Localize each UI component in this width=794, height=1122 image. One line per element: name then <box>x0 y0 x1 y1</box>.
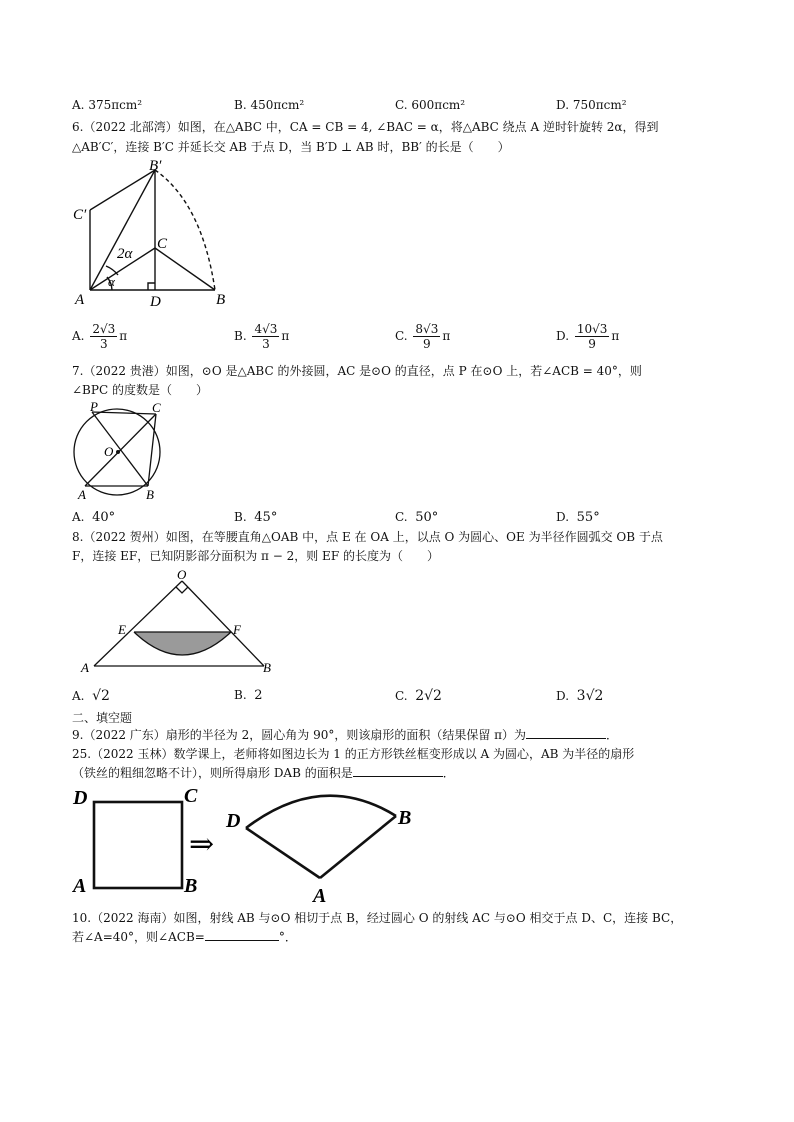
q6-label-a: A <box>75 292 85 308</box>
q25-sector-arc <box>246 796 396 828</box>
q25-stem-line2: （铁丝的粗细忽略不计），则所得扇形 DAB 的面积是 ． <box>72 766 455 780</box>
section-fill-in-heading: 二、填空题 <box>72 711 133 725</box>
q8-option-a: A. √2 <box>72 688 110 704</box>
q8-figure <box>78 566 283 678</box>
q7-option-d: D. 55° <box>556 510 600 525</box>
q6-line-ab1 <box>90 170 155 290</box>
q7-option-b: B. 45° <box>234 510 278 525</box>
q6-label-c1: C′ <box>73 207 87 223</box>
q25-sector-radius-ad <box>246 828 320 878</box>
q25-sector-label-b: B <box>398 807 412 829</box>
q5-option-d: D. 750πcm² <box>556 98 627 112</box>
q8-label-a: A <box>81 660 89 675</box>
q6-label-b1: B′ <box>149 158 162 174</box>
q9-answer-blank[interactable] <box>526 738 606 739</box>
q7-figure <box>70 398 170 506</box>
q8-stem-line2: F，连接 EF，已知阴影部分面积为 π − 2，则 EF 的长度为（ ） <box>72 549 439 563</box>
q7-center-dot <box>116 450 120 454</box>
q25-square-label-b: B <box>184 875 198 897</box>
q7-option-c: C. 50° <box>395 510 439 525</box>
q8-stem-line1: 8.（2022 贺州）如图，在等腰直角△OAB 中，点 E 在 OA 上，以点 O 为圆心、OE 为半径作圆弧交 OB 于点 <box>72 530 663 544</box>
q6-stem-line2: △AB′C′，连接 B′C 并延长交 AB 于点 D，当 B′D ⊥ AB 时，BB′ 的长是（ ） <box>72 140 510 154</box>
q6-line-c1b1 <box>90 170 155 210</box>
q7-stem-line1: 7.（2022 贵港）如图，⊙O 是△ABC 的外接圆，AC 是⊙O 的直径，点 P 在⊙O 上，若∠ACB = 40°，则 <box>72 364 642 378</box>
q7-option-a: A. 40° <box>72 510 116 525</box>
q25-arrow-icon: ⇒ <box>189 828 215 861</box>
q8-label-b: B <box>263 660 271 675</box>
q25-figure <box>70 782 430 910</box>
q25-answer-blank[interactable] <box>353 776 443 777</box>
q7-line-pb <box>92 412 148 486</box>
q9-stem: 9.（2022 广东）扇形的半径为 2，圆心角为 90°，则该扇形的面积（结果保留 π）为 ． <box>72 728 619 742</box>
q7-label-o: O <box>104 444 114 459</box>
q25-sector-label-a: A <box>313 885 327 907</box>
q7-stem-line2: ∠BPC 的度数是（ ） <box>72 383 208 397</box>
q10-stem-line1: 10.（2022 海南）如图，射线 AB 与⊙O 相切于点 B，经过圆心 O 的射线 AC 与⊙O 相交于点 D、C，连接 BC， <box>72 911 683 925</box>
q5-option-b: B. 450πcm² <box>234 98 305 112</box>
q25-sector-radius-ab <box>320 816 396 878</box>
q6-option-c: C. $\frac{8√3}{9}$ π <box>395 322 451 351</box>
q8-option-b: B. 2 <box>234 688 263 703</box>
q5-option-a: A. 375πcm² <box>72 98 143 112</box>
q6-stem-line1: 6.（2022 北部湾）如图，在△ABC 中，CA = CB = 4, ∠BAC = α，将△ABC 绕点 A 逆时针旋转 2α，得到 <box>72 120 659 134</box>
q7-line-bc <box>148 414 156 486</box>
q7-label-a: A <box>78 487 86 502</box>
q8-option-d: D. 3√2 <box>556 688 604 704</box>
q6-option-a: A. $\frac{2√3}{3}$ π <box>72 322 128 351</box>
q25-stem-line1: 25.（2022 玉林）数学课上，老师将如图边长为 1 的正方形铁丝框变形成以 A 为圆心，AB 为半径的扇形 <box>72 747 635 761</box>
q6-option-d: D. $\frac{10√3}{9}$ π <box>556 322 620 351</box>
q6-label-alpha: α <box>108 274 115 289</box>
q25-square-label-d: D <box>73 787 88 809</box>
q8-label-o: O <box>177 567 187 582</box>
q6-label-d: D <box>150 294 161 308</box>
q25-sector-label-d: D <box>226 810 241 832</box>
q10-answer-blank[interactable] <box>205 940 279 941</box>
q25-square-label-c: C <box>184 785 198 807</box>
q6-line-cb <box>155 248 215 290</box>
q6-label-b: B <box>216 292 226 308</box>
q6-right-angle <box>148 283 155 290</box>
q6-figure <box>70 158 240 308</box>
q6-label-2alpha: 2α <box>117 246 133 262</box>
q25-square <box>94 802 182 888</box>
q7-label-c: C <box>152 400 161 415</box>
q5-option-c: C. 600πcm² <box>395 98 466 112</box>
q7-label-p: P <box>90 399 98 414</box>
q6-option-b: B. $\frac{4√3}{3}$ π <box>234 322 290 351</box>
q8-option-c: C. 2√2 <box>395 688 442 704</box>
q8-label-e: E <box>118 622 126 637</box>
q6-label-c: C <box>157 236 168 252</box>
q8-label-f: F <box>233 622 241 637</box>
q8-right-angle <box>176 587 188 593</box>
q7-line-pc <box>92 412 156 414</box>
q25-square-label-a: A <box>73 875 87 897</box>
q10-stem-line2: 若∠A=40°，则∠ACB= °． <box>72 930 297 944</box>
q6-arc-bb1 <box>155 170 215 290</box>
q7-label-b: B <box>146 487 154 502</box>
